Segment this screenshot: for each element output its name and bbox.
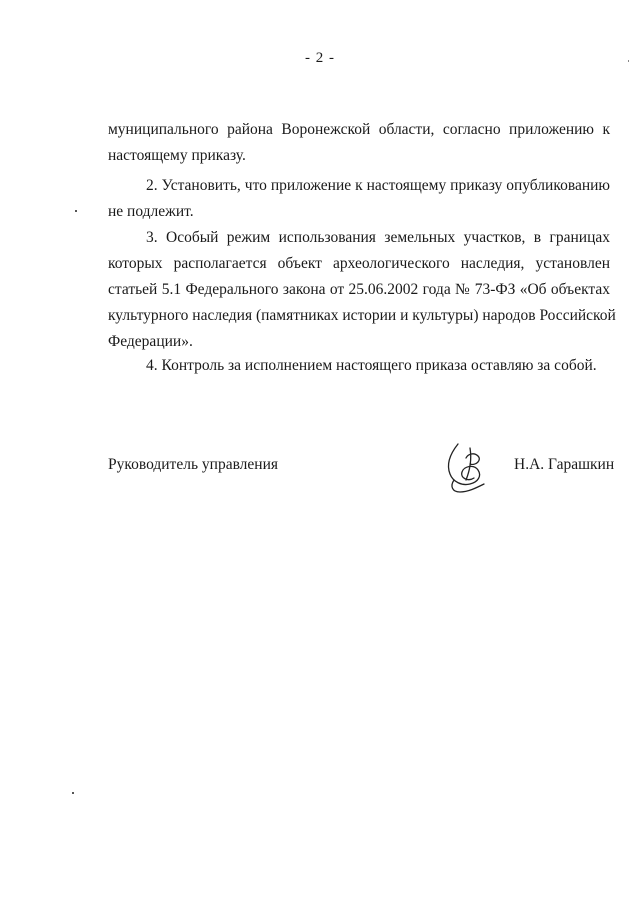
text-line: не подлежит. bbox=[108, 203, 194, 220]
handwritten-signature bbox=[440, 440, 488, 496]
signer-position: Руководитель управления bbox=[108, 456, 279, 473]
text-line: статьей 5.1 Федерального закона от 25.06.2002 года № 73-ФЗ «Об объектах bbox=[108, 281, 610, 298]
scan-artifact bbox=[628, 60, 629, 62]
page-number: - 2 - bbox=[305, 50, 335, 66]
paragraph-item-2 bbox=[108, 173, 610, 225]
scan-artifact bbox=[75, 210, 77, 212]
text-line: 2. Установить, что приложение к настоящему приказу опубликованию bbox=[146, 177, 610, 194]
text-line: которых располагается объект археологического наследия, установлен bbox=[108, 255, 610, 272]
signer-name: Н.А. Гарашкин bbox=[514, 456, 615, 473]
text-line: Федерации». bbox=[108, 333, 193, 350]
paragraph-continuation bbox=[108, 117, 610, 169]
scan-artifact bbox=[72, 792, 74, 794]
paragraph-item-3 bbox=[108, 225, 616, 355]
text-line: 4. Контроль за исполнением настоящего приказа оставляю за собой. bbox=[146, 357, 597, 374]
text-line: муниципального района Воронежской области, согласно приложению к bbox=[108, 121, 610, 138]
text-line: настоящему приказу. bbox=[108, 147, 246, 164]
paragraph-item-4 bbox=[108, 353, 610, 379]
text-line: культурного наследия (памятниках истории и культуры) народов Российской bbox=[108, 307, 616, 324]
text-line: 3. Особый режим использования земельных участков, в границах bbox=[146, 229, 610, 246]
